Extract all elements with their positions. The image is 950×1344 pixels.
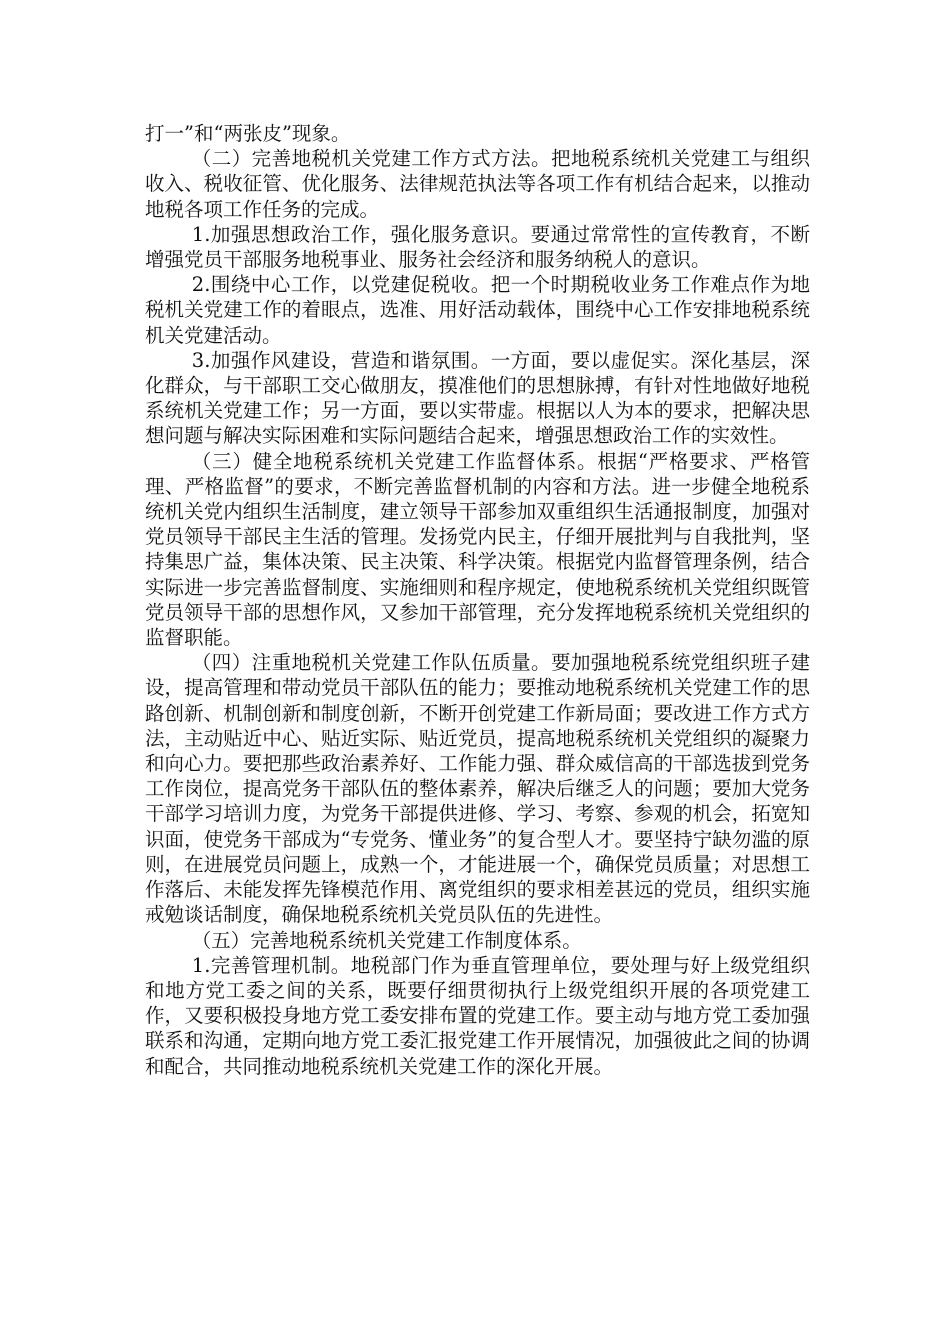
paragraph-section-4: （四）注重地税机关党建工作队伍质量。要加强地税系统党组织班子建设，提高管理和带动党员干部队伍的能力；要推动地税系统机关党建工作的思路创新、机制创新和制度创新，不断开创党建工作新局面；要改进工作方式方法，主动贴近中心、贴近实际、贴近党员，提高地税系统机关党组织的凝聚力和向心力。要把那些政治素养好、工作能力强、群众威信高的干部选拔到党务工作岗位，提高党务干部队伍的整体素养，解决后继乏人的问题；要加大党务干部学习培训力度，为党务干部提供进修、学习、考察、参观的机会，拓宽知识面，使党务干部成为“专党务、懂业务”的复合型人才。要坚持宁缺勿滥的原则，在进展党员问题上，成熟一个，才能进展一个，确保党员质量；对思想工作落后、未能发挥先锋模范作用、离党组织的要求相差甚远的党员，组织实施戒勉谈话制度，确保地税系统机关党员队伍的先进性。 [145, 651, 810, 927]
paragraph-section-5: （五）完善地税系统机关党建工作制度体系。 [191, 928, 582, 952]
paragraph-item-2-3: 3.加强作风建设，营造和谐氛围。一方面，要以虚促实。深化基层，深化群众，与干部职工交心做朋友，摸准他们的思想脉搏，有针对性地做好地税系统机关党建工作；另一方面，要以实带虚。根据以人为本的要求，把解决思想问题与解决实际困难和实际问题结合起来，增强思想政治工作的实效性。 [145, 348, 810, 448]
paragraph-section-2: （二）完善地税机关党建工作方式方法。把地税系统机关党建工与组织收入、税收征管、优化服务、法律规范执法等各项工作有机结合起来，以推动地税各项工作任务的完成。 [145, 147, 810, 221]
paragraph-item-2-1: 1.加强思想政治工作，强化服务意识。要通过常常性的宣传教育，不断增强党员干部服务地税事业、服务社会经济和服务纳税人的意识。 [145, 222, 810, 272]
document-body [145, 121, 810, 1079]
paragraph-item-2-2: 2.围绕中心工作，以党建促税收。把一个时期税收业务工作难点作为地税机关党建工作的着眼点，选准、用好活动载体，围绕中心工作安排地税系统机关党建活动。 [145, 273, 810, 347]
paragraph-item-5-1: 1.完善管理机制。地税部门作为垂直管理单位，要处理与好上级党组织和地方党工委之间的关系，既要仔细贯彻执行上级党组织开展的各项党建工作，又要积极投身地方党工委安排布置的党建工作。要主动与地方党工委加强联系和沟通，定期向地方党工委汇报党建工作开展情况，加强彼此之间的协调和配合，共同推动地税系统机关党建工作的深化开展。 [145, 953, 810, 1078]
paragraph-section-3: （三）健全地税系统机关党建工作监督体系。根据“严格要求、严格管理、严格监督”的要求，不断完善监督机制的内容和方法。进一步健全地税系统机关党内组织生活制度，建立领导干部参加双重组织生活通报制度，加强对党员领导干部民主生活的管理。发扬党内民主，仔细开展批判与自我批判，坚持集思广益，集体决策、民主决策、科学决策。根据党内监督管理条例，结合实际进一步完善监督制度、实施细则和程序规定，使地税系统机关党组织既管党员领导干部的思想作风，又参加干部管理，充分发挥地税系统机关党组织的监督职能。 [145, 449, 810, 650]
paragraph-continuation: 打一”和“两张皮”现象。 [145, 122, 351, 145]
